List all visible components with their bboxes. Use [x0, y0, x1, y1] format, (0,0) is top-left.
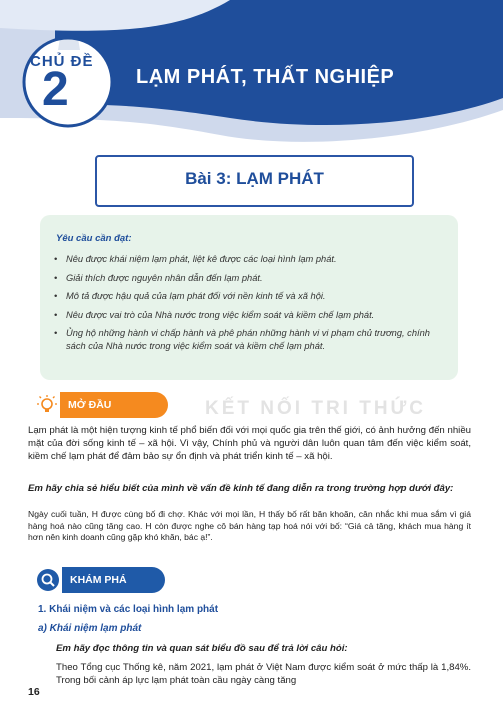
opening-story: Ngày cuối tuần, H được cùng bố đi chợ. Khác với mọi lần, H thấy bố rất băn khoăn, cân nhắc khi mua sắm vì giá hàng hoá nào cũng tăng cao. H còn được nghe cô bán hàng tạp hoá nói với bố: “Giá cả tăng, khách mua hàng ít hơn nên kinh doanh cũng gặp khó khăn, bác ạ!”.	[28, 509, 471, 543]
chapter-label: CHỦ ĐỀ	[30, 53, 94, 70]
lesson-title-box	[95, 155, 414, 207]
requirements-list	[50, 253, 450, 358]
subsection-heading: a) Khái niệm lạm phát	[38, 623, 142, 634]
opening-paragraph: Lạm phát là một hiện tượng kinh tế phổ biến đối với mọi quốc gia trên thế giới, có ảnh hưởng đến nhiều mặt của đời sống kinh tế – xã hội. Vì vậy, Chính phủ và người dân luôn quan tâm đến việc kiểm soát, kiềm chế lạm phát để đảm bảo sự ổn định và phát triển kinh tế – xã hội.	[28, 425, 471, 463]
search-icon	[36, 568, 60, 592]
lesson-title: Bài 3: LẠM PHÁT	[185, 169, 324, 188]
requirements-panel	[40, 215, 458, 380]
requirements-heading: Yêu cầu cần đạt:	[56, 233, 132, 244]
list-item: • Ủng hộ những hành vi chấp hành và phê phán những hành vi vi phạm chủ trương, chính sách của Nhà nước trong việc kiểm soát và kiềm chế lạm phát.	[54, 328, 430, 351]
explore-paragraph: Theo Tổng cục Thống kê, năm 2021, lạm phát ở Việt Nam được kiểm soát ở mức thấp là 1,84%. Trong bối cảnh áp lực lạm phát toàn cầu ngày càng tăng	[56, 662, 471, 687]
section-heading: 1. Khái niệm và các loại hình lạm phát	[38, 604, 219, 615]
list-item: • Giải thích được nguyên nhân dẫn đến lạm phát.	[54, 272, 263, 283]
opening-question: Em hãy chia sẻ hiểu biết của mình về vấn đề kinh tế đang diễn ra trong trường hợp dưới đây:	[28, 483, 454, 494]
watermark: KẾT NỐI TRI THỨC	[205, 398, 427, 419]
list-item: • Nêu được vai trò của Nhà nước trong việc kiểm soát và kiềm chế lạm phát.	[54, 309, 375, 320]
section-tag-explore: KHÁM PHÁ	[62, 567, 165, 593]
list-item: • Nêu được khái niệm lạm phát, liệt kê được các loại hình lạm phát.	[54, 254, 337, 264]
page-number: 16	[28, 686, 40, 698]
section-tag-opening: MỞ ĐẦU	[60, 392, 168, 418]
list-item: • Mô tả được hậu quả của lạm phát đối với nền kinh tế và xã hội.	[54, 291, 326, 301]
topic-title: LẠM PHÁT, THẤT NGHIỆP	[136, 66, 395, 88]
chapter-number: 2	[42, 63, 69, 116]
lightbulb-icon	[36, 394, 58, 416]
explore-instruction: Em hãy đọc thông tin và quan sát biểu đồ sau để trả lời câu hỏi:	[56, 643, 348, 654]
